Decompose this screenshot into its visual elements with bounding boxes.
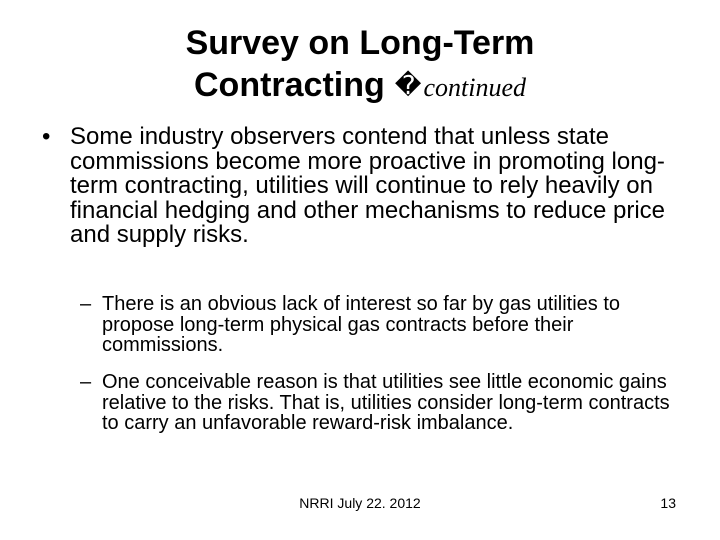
sub-bullet-item: [80, 372, 680, 434]
sub-bullet-marker: –: [80, 293, 92, 315]
slide-title: [60, 22, 660, 109]
bullet-item: [42, 125, 682, 248]
sub-bullet-text: One conceivable reason is that utilities see little economic gains relative to the risks. That is, utilities consider long-term contracts to carry an unfavorable reward-risk imbalance.: [102, 371, 670, 434]
bullet-text: Some industry observers contend that unless state commissions become more proactive in promoting long-term contracting, utilities will continue to rely heavily on financial hedging and other mechanisms to reduce price and supply risks.: [70, 123, 666, 248]
title-line-1: Survey on Long-Term: [185, 24, 535, 62]
title-suffix: continued: [423, 73, 526, 102]
footer-date: NRRI July 22. 2012: [299, 495, 421, 511]
title-line-2-text: Contracting: [194, 66, 385, 104]
missing-glyph-box: �: [394, 71, 422, 101]
page-number: 13: [660, 495, 676, 511]
bullet-marker: •: [42, 123, 51, 150]
sub-bullet-item: [80, 294, 680, 356]
sub-bullet-marker: –: [80, 371, 92, 393]
sub-bullet-text: There is an obvious lack of interest so far by gas utilities to propose long-term physical gas contracts before their commissions.: [102, 293, 621, 356]
title-line-2: [60, 64, 660, 109]
